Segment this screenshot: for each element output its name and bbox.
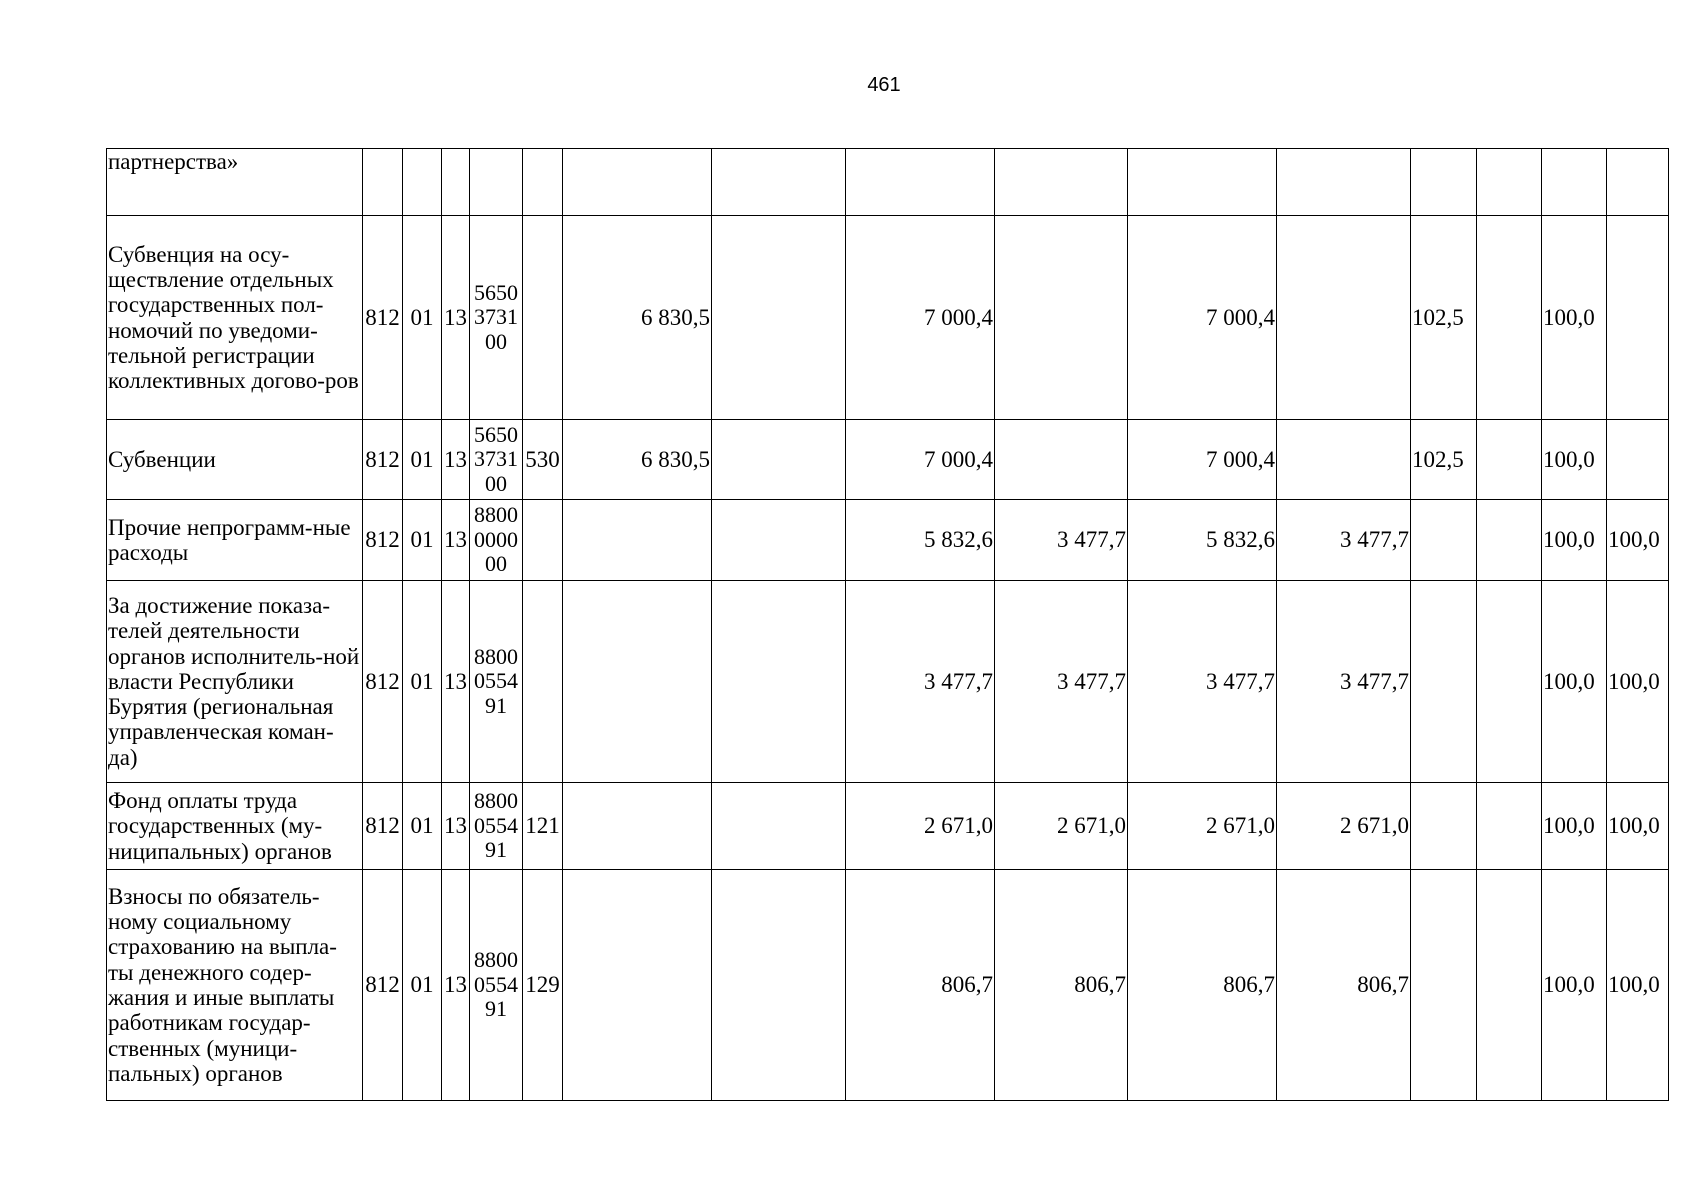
- cell-percent-4: 100,0: [1607, 783, 1669, 870]
- cell-value-1: [563, 581, 712, 783]
- row-name: Взносы по обязатель-ному социальному страхованию на выпла-ты денежного содер-жания и иные выплаты работникам государ-ственных (муници-пальных) органов: [107, 870, 363, 1101]
- cell-vr: [523, 216, 563, 420]
- cell-value-3: 806,7: [846, 870, 995, 1101]
- cell-percent-3: 100,0: [1542, 420, 1607, 500]
- cell-percent-1: [1411, 500, 1477, 581]
- cell-grbs: 812: [363, 581, 403, 783]
- cell-pr: 13: [442, 500, 470, 581]
- cell-percent-4: [1607, 216, 1669, 420]
- cell-value-5: 7 000,4: [1128, 216, 1277, 420]
- cell-vr: [523, 581, 563, 783]
- cell-percent-1: [1411, 870, 1477, 1101]
- cell-percent-2: [1477, 870, 1542, 1101]
- cell-value-1: 6 830,5: [563, 420, 712, 500]
- table-row: [107, 581, 1669, 783]
- cell-percent-3: 100,0: [1542, 500, 1607, 581]
- cell-value-3: 5 832,6: [846, 500, 995, 581]
- cell-rz: 01: [403, 500, 442, 581]
- cell-value-5: 2 671,0: [1128, 783, 1277, 870]
- cell-value-1: [563, 870, 712, 1101]
- cell-value-4: [995, 149, 1128, 216]
- cell-csr: [470, 149, 523, 216]
- cell-percent-2: [1477, 420, 1542, 500]
- cell-value-4: 806,7: [995, 870, 1128, 1101]
- cell-percent-4: [1607, 420, 1669, 500]
- cell-pr: 13: [442, 216, 470, 420]
- cell-csr: 5650373100: [470, 216, 523, 420]
- cell-percent-2: [1477, 581, 1542, 783]
- cell-rz: [403, 149, 442, 216]
- cell-value-2: [712, 149, 846, 216]
- cell-value-1: [563, 500, 712, 581]
- cell-value-3: [846, 149, 995, 216]
- cell-percent-3: 100,0: [1542, 783, 1607, 870]
- page-number: 461: [867, 74, 901, 96]
- cell-value-4: [995, 216, 1128, 420]
- cell-percent-4: [1607, 149, 1669, 216]
- cell-value-2: [712, 420, 846, 500]
- cell-vr: [523, 149, 563, 216]
- cell-rz: 01: [403, 783, 442, 870]
- cell-value-6: 3 477,7: [1277, 500, 1411, 581]
- cell-value-6: [1277, 149, 1411, 216]
- row-name: Субвенции: [107, 420, 363, 500]
- cell-value-5: [1128, 149, 1277, 216]
- row-name: Субвенция на осу-ществление отдельных государственных пол-номочий по уведоми-тельной регистрации коллективных догово-ров: [107, 216, 363, 420]
- row-name: Фонд оплаты труда государственных (му-ниципальных) органов: [107, 783, 363, 870]
- cell-percent-2: [1477, 500, 1542, 581]
- row-name: партнерства»: [107, 149, 363, 216]
- cell-value-4: 2 671,0: [995, 783, 1128, 870]
- row-name: За достижение показа-телей деятельности органов исполнитель-ной власти Республики Бурятия (региональная управленческая коман-да): [107, 581, 363, 783]
- cell-pr: 13: [442, 783, 470, 870]
- cell-grbs: 812: [363, 500, 403, 581]
- cell-value-3: 3 477,7: [846, 581, 995, 783]
- cell-value-3: 7 000,4: [846, 216, 995, 420]
- cell-value-3: 7 000,4: [846, 420, 995, 500]
- cell-percent-1: 102,5: [1411, 216, 1477, 420]
- cell-csr: 8800000000: [470, 500, 523, 581]
- cell-rz: 01: [403, 581, 442, 783]
- cell-grbs: 812: [363, 870, 403, 1101]
- cell-percent-2: [1477, 216, 1542, 420]
- cell-value-6: [1277, 216, 1411, 420]
- cell-vr: 530: [523, 420, 563, 500]
- cell-percent-4: 100,0: [1607, 581, 1669, 783]
- cell-vr: 129: [523, 870, 563, 1101]
- cell-vr: 121: [523, 783, 563, 870]
- cell-value-5: 3 477,7: [1128, 581, 1277, 783]
- cell-csr: 8800055491: [470, 870, 523, 1101]
- cell-value-1: [563, 149, 712, 216]
- cell-value-4: [995, 420, 1128, 500]
- cell-value-4: 3 477,7: [995, 581, 1128, 783]
- cell-rz: 01: [403, 420, 442, 500]
- cell-csr: 8800055491: [470, 581, 523, 783]
- cell-percent-2: [1477, 149, 1542, 216]
- cell-value-6: 3 477,7: [1277, 581, 1411, 783]
- cell-value-6: [1277, 420, 1411, 500]
- cell-pr: [442, 149, 470, 216]
- cell-percent-3: [1542, 149, 1607, 216]
- cell-percent-1: [1411, 149, 1477, 216]
- table-row: [107, 500, 1669, 581]
- cell-value-2: [712, 783, 846, 870]
- cell-value-5: 806,7: [1128, 870, 1277, 1101]
- cell-value-2: [712, 581, 846, 783]
- cell-pr: 13: [442, 420, 470, 500]
- cell-pr: 13: [442, 581, 470, 783]
- cell-vr: [523, 500, 563, 581]
- cell-rz: 01: [403, 216, 442, 420]
- cell-percent-2: [1477, 783, 1542, 870]
- cell-value-5: 7 000,4: [1128, 420, 1277, 500]
- cell-percent-1: 102,5: [1411, 420, 1477, 500]
- cell-csr: 8800055491: [470, 783, 523, 870]
- cell-percent-4: 100,0: [1607, 870, 1669, 1101]
- cell-value-4: 3 477,7: [995, 500, 1128, 581]
- cell-rz: 01: [403, 870, 442, 1101]
- cell-value-2: [712, 216, 846, 420]
- table-row: [107, 149, 1669, 216]
- cell-value-1: 6 830,5: [563, 216, 712, 420]
- row-name: Прочие непрограмм-ные расходы: [107, 500, 363, 581]
- cell-percent-1: [1411, 783, 1477, 870]
- cell-percent-3: 100,0: [1542, 216, 1607, 420]
- table-row: [107, 783, 1669, 870]
- cell-pr: 13: [442, 870, 470, 1101]
- cell-percent-4: 100,0: [1607, 500, 1669, 581]
- cell-grbs: 812: [363, 783, 403, 870]
- cell-percent-3: 100,0: [1542, 581, 1607, 783]
- cell-grbs: 812: [363, 420, 403, 500]
- cell-value-5: 5 832,6: [1128, 500, 1277, 581]
- cell-grbs: [363, 149, 403, 216]
- table-row: [107, 216, 1669, 420]
- table-row: [107, 870, 1669, 1101]
- table-row: [107, 420, 1669, 500]
- cell-csr: 5650373100: [470, 420, 523, 500]
- cell-value-3: 2 671,0: [846, 783, 995, 870]
- budget-table: [106, 148, 1669, 1101]
- cell-grbs: 812: [363, 216, 403, 420]
- cell-value-1: [563, 783, 712, 870]
- cell-percent-1: [1411, 581, 1477, 783]
- cell-value-6: 2 671,0: [1277, 783, 1411, 870]
- cell-value-6: 806,7: [1277, 870, 1411, 1101]
- cell-percent-3: 100,0: [1542, 870, 1607, 1101]
- cell-value-2: [712, 870, 846, 1101]
- cell-value-2: [712, 500, 846, 581]
